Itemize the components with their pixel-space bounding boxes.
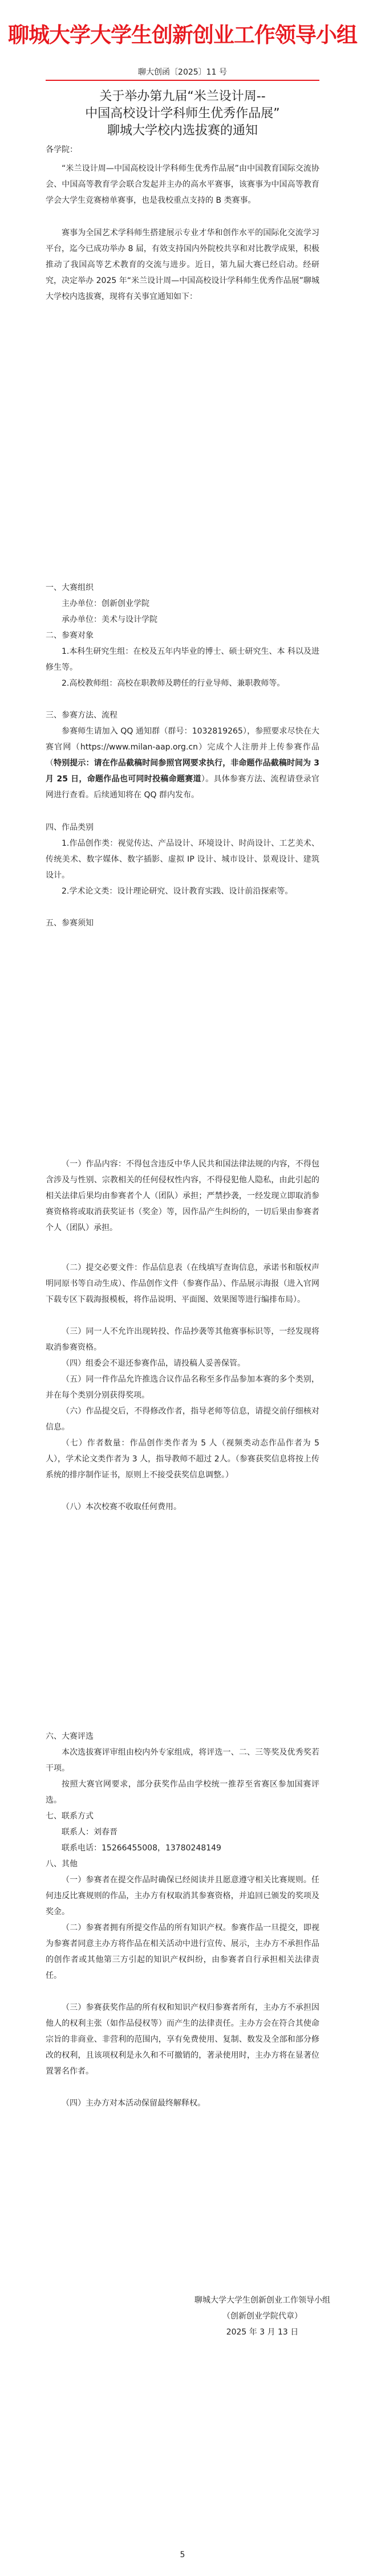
method-tail-text: ）。具体参赛方法、流程请登录官网进行查看。后续通知将在 QQ 群内发布。 [46, 775, 320, 800]
rule-item-1: （一）作品内容：不得包含违反中华人民共和国法律法规的内容，不得包含涉及与性别、宗教相关的任何侵权性内容，不得侵犯他人隐私，由此引起的相关法律后果均由参赛者个人（团队）承担；严禁抄袭，一经发现立即取消参赛资格将或取消获奖证书（奖金）等，因作品产生纠纷的，一切后果由参赛者个人（团队）承担。 [46, 1160, 319, 1232]
signature-date: 2025 年 3 月 13 日 [226, 2328, 299, 2337]
section-org-heading: 一、大赛组织 [46, 583, 94, 592]
rule-item-2: （二）提交必要文件：作品信息表（在线填写查询信息，承诺书和版权声明同原书等自动生成）、作品创作文件（参赛作品）、作品展示海报（进入官网下载专区下载海报模板，将作品说明、平面图、效果图等进行编排布局）。 [46, 1263, 319, 1304]
signature-organization: 聊城大学大学生创新创业工作领导小组 [194, 2296, 330, 2305]
notice-title-line-3: 聊城大学校内选拔赛的通知 [107, 124, 258, 138]
salutation: 各学院： [46, 145, 78, 154]
other-item-2: （二）参赛者拥有所提交作品的所有知识产权。参赛作品一旦提交，即视为参赛者同意主办方将作品在相关活动中进行宣传、展示，主办方不承担作品的创作者或其他第三方引起的知识产权纠纷，由参赛者自行承担相关法律责任。 [46, 1923, 319, 1980]
rule-item-3: （三）同一人不允许出现转投、作品抄袭等其他赛事标识等，一经发现将取消参赛资格。 [46, 1327, 319, 1352]
org-organizer: 承办单位：美术与设计学院 [62, 615, 157, 624]
notice-title-line-2: 中国高校设计学科师生优秀作品展” [85, 107, 280, 121]
section-rules-heading: 五、参赛须知 [46, 919, 94, 928]
section-contact-heading: 七、联系方式 [46, 1812, 94, 1821]
evaluation-paragraph-2: 按照大赛官网要求，部分获奖作品由学校统一推荐至省赛区参加国赛评选。 [46, 1780, 319, 1805]
section-method-heading: 三、参赛方法、流程 [46, 711, 117, 720]
letterhead-divider [46, 80, 319, 81]
section-other-heading: 八、其他 [46, 1860, 78, 1869]
notice-title-line-1: 关于举办第九届“米兰设计周-- [99, 89, 266, 104]
section-evaluation-heading: 六、大赛评选 [46, 1732, 94, 1741]
other-item-1: （一）参赛者在提交作品时确保已经阅读并且愿意遵守相关比赛规则。任何违反比赛规则的作品，主办方有权取消其参赛资格，并追回已颁发的奖项及奖金。 [46, 1875, 319, 1916]
method-paragraph [46, 723, 319, 803]
other-item-4: （四）主办方对本活动保留最终解释权。 [62, 2099, 205, 2108]
participants-students: 1.本科生研究生组：在校及五年内毕业的博士、硕士研究生、本 科以及进修生等。 [46, 647, 319, 672]
categories-paper: 2.学术论文类：设计理论研究、设计教育实践、设计前沿探索等。 [62, 887, 293, 896]
notice-title [0, 88, 365, 140]
page-number: 5 [180, 2550, 185, 2559]
rule-item-7: （七）作者数量：作品创作类作者为 5 人（视频类动态作品作者为 5 人），学术论文类作者为 3 人，指导教师不超过 2人。（参赛获奖信息将按上传系统的排序制作证书，原则上不接受获奖信息调整。） [46, 1439, 319, 1480]
section-participants-heading: 二、参赛对象 [46, 631, 94, 640]
intro-paragraph-2: 赛事为全国艺术学科师生搭建展示专业才华和创作水平的国际化交流学习平台，迄今已成功举办 8 届，有效支持国内外院校共享和对比教学成果，积极推动了我国高等艺术教育的交流与进步。近日，第九届大赛已经启动。经研究，决定举办 2025 年“米兰设计周—中国高校设计学科师生优秀作品展”聊城大学校内选拔赛，现将有关事宜通知如下： [46, 228, 319, 301]
contact-person: 联系人：刘春晋 [62, 1828, 117, 1837]
section-categories-heading: 四、作品类别 [46, 823, 94, 832]
intro-paragraph-1: “米兰设计周—中国高校设计学科师生优秀作品展”由中国教育国际交流协会、中国高等教育学会联合发起并主办的高水平赛事，该赛事为中国高等教育学会大学生竞赛榜单赛事，也是我校重点支持的 B 类赛事。 [46, 164, 319, 205]
contact-phone: 联系电话：15266455008，13780248149 [62, 1844, 221, 1853]
categories-art: 1.作品创作类：视觉传达、产品设计、环境设计、时尚设计、工艺美术、传统美术、数字媒体、数字插影、虚拟 IP 设计、城市设计、景观设计、建筑设计。 [46, 839, 319, 880]
signature-block [188, 2292, 336, 2340]
signature-seal-note: （创新创业学院代章） [222, 2312, 302, 2321]
rule-item-8: （八）本次校赛不收取任何费用。 [62, 1502, 181, 1512]
rule-item-6: （六）作品提交后，不得修改作者，指导老师等信息，请提交前仔细核对信息。 [46, 1407, 319, 1432]
letterhead-title: 聊城大学大学生创新创业工作领导小组 [8, 22, 357, 47]
participants-teachers: 2.高校教师组：高校在职教师及聘任的行业导师、兼职教师等。 [62, 679, 285, 688]
evaluation-paragraph-1: 本次选拔赛评审组由校内外专家组成，将评选一、二、三等奖及优秀奖若干项。 [46, 1748, 319, 1773]
method-qq-text: 参赛师生请加入 QQ 通知群（群号：1032819265），参照要求尽快在大赛官网（https://www.milan-aap.org.cn）完成个人注册并上传参赛作品（ [46, 727, 319, 768]
rule-item-5: （五）同一件作品允许推选合议作品名称至多作品参加本赛的多个类别，并在每个类别分别获得奖项。 [46, 1375, 319, 1400]
rule-item-4: （四）组委会不退还参赛作品，请投稿人妥善保管。 [62, 1359, 245, 1368]
other-item-3: （三）参赛获奖作品的所有权和知识产权归参赛者所有，主办方不承担因他人的权利主张（如作品侵权等）而产生的法律责任。主办方会在符合其使命宗旨的非商业、非营利的范围内，享有免费使用、复制、数发及全部和部分修改的权利，且该项权利是永久和不可撤销的，著录使用时，主办方将在显著位置署名作者。 [46, 2003, 319, 2076]
org-host: 主办单位：创新创业学院 [62, 599, 149, 608]
document-number: 聊大创函〔2025〕11 号 [138, 68, 227, 77]
method-deadline-note: 特别提示：请在作品截稿时间参照官网要求执行，非命题作品截稿时间为 3 月 25 日，命题作品也可同时投稿命题赛道 [46, 759, 319, 784]
